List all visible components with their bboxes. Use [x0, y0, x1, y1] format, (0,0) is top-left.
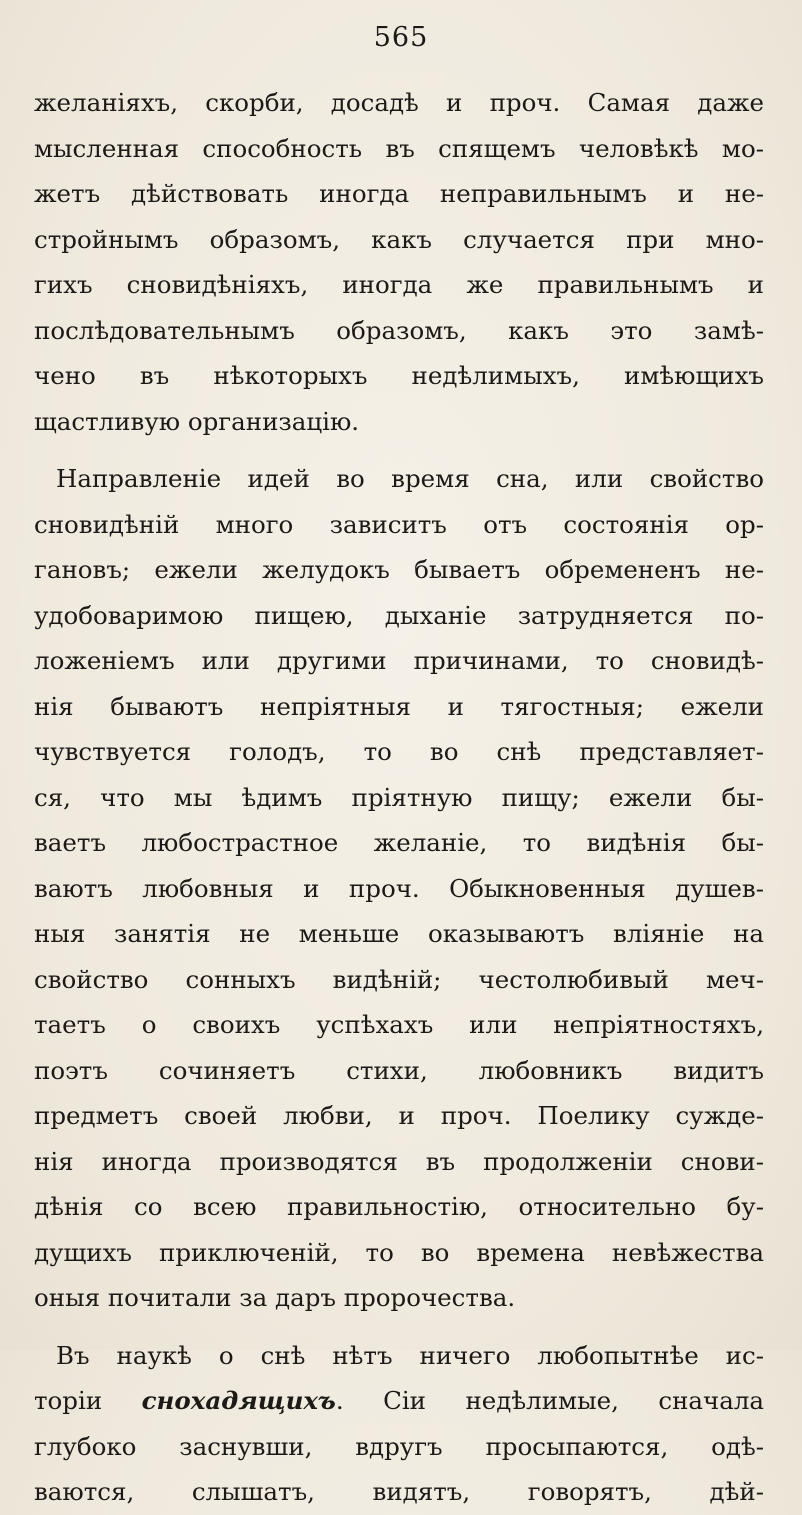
paragraph-3: [34, 1333, 764, 1515]
text-line: торiи снохадящихъ. Сiи недѣлимые, сначала: [34, 1386, 764, 1415]
body-text: [34, 80, 764, 1515]
text-line: ваютъ любовныя и проч. Обыкновенныя душев-: [34, 873, 764, 903]
text-line: таетъ о своихъ успѣхахъ или непрiятностяхъ,: [34, 1010, 764, 1039]
emphasized-term: снохадящихъ: [141, 1386, 336, 1415]
text-line: чено въ нѣкоторыхъ недѣлимыхъ, имѣющихъ: [34, 361, 764, 390]
paragraph-2: [34, 456, 764, 1321]
text-line: чувствуется голодъ, то во снѣ представляет-: [34, 737, 764, 766]
text-line: жетъ дѣйствовать иногда неправильнымъ и не-: [34, 179, 764, 208]
text-line: дущихъ приключенiй, то во времена невѣжества: [34, 1237, 764, 1267]
text-line: глубоко заснувши, вдругъ просыпаются, одѣ-: [34, 1431, 764, 1461]
paragraph-1: [34, 80, 764, 444]
text-line: ваетъ любострастное желанiе, то видѣнiя бы-: [34, 828, 764, 857]
text-line: сновидѣнiй много зависитъ отъ состоянiя ор-: [34, 509, 764, 539]
text-line: ся, что мы ѣдимъ прiятную пищу; ежели бы-: [34, 782, 764, 812]
text-line: оныя почитали за даръ пророчества.: [34, 1283, 516, 1312]
text-line: Направленiе идей во время сна, или свойство: [56, 464, 764, 493]
text-line: нiя бываютъ непрiятныя и тягостныя; ежели: [34, 691, 764, 721]
text-line: желанiяхъ, скорби, досадѣ и проч. Самая даже: [34, 88, 764, 117]
text-line: удобоваримою пищею, дыханiе затрудняется по-: [34, 600, 764, 630]
text-line: дѣнiя со всею правильностiю, относительно бу-: [34, 1192, 764, 1221]
text-line: щастливую организацiю.: [34, 406, 360, 436]
text-line: свойство сонныхъ видѣнiй; честолюбивый меч-: [34, 964, 764, 994]
text-line: ложенiемъ или другими причинами, то сновидѣ-: [34, 646, 764, 675]
text-line: гановъ; ежели желудокъ бываетъ обремененъ не-: [34, 555, 764, 584]
text-line: гихъ сновидѣнiяхъ, иногда же правильнымъ и: [34, 270, 764, 299]
text-line: стройнымъ образомъ, какъ случается при мно-: [34, 224, 764, 254]
text-line: Въ наукѣ о снѣ нѣтъ ничего любопытнѣе ис-: [56, 1340, 764, 1370]
text-line: ныя занятiя не меньше оказываютъ влiянiе на: [34, 919, 764, 948]
text-line: поэтъ сочиняетъ стихи, любовникъ видитъ: [34, 1055, 764, 1085]
text-line: мысленная способность въ спящемъ человѣкѣ мо-: [34, 133, 764, 163]
page-number: 565: [373, 22, 429, 53]
text-line: нiя иногда производятся въ продолженiи снови-: [34, 1146, 764, 1176]
text-line: послѣдовательнымъ образомъ, какъ это замѣ-: [34, 315, 764, 345]
text-line: предметъ своей любви, и проч. Поелику сужде-: [34, 1101, 764, 1130]
text-line: ваются, слышатъ, видятъ, говорятъ, дѣй-: [34, 1477, 764, 1506]
